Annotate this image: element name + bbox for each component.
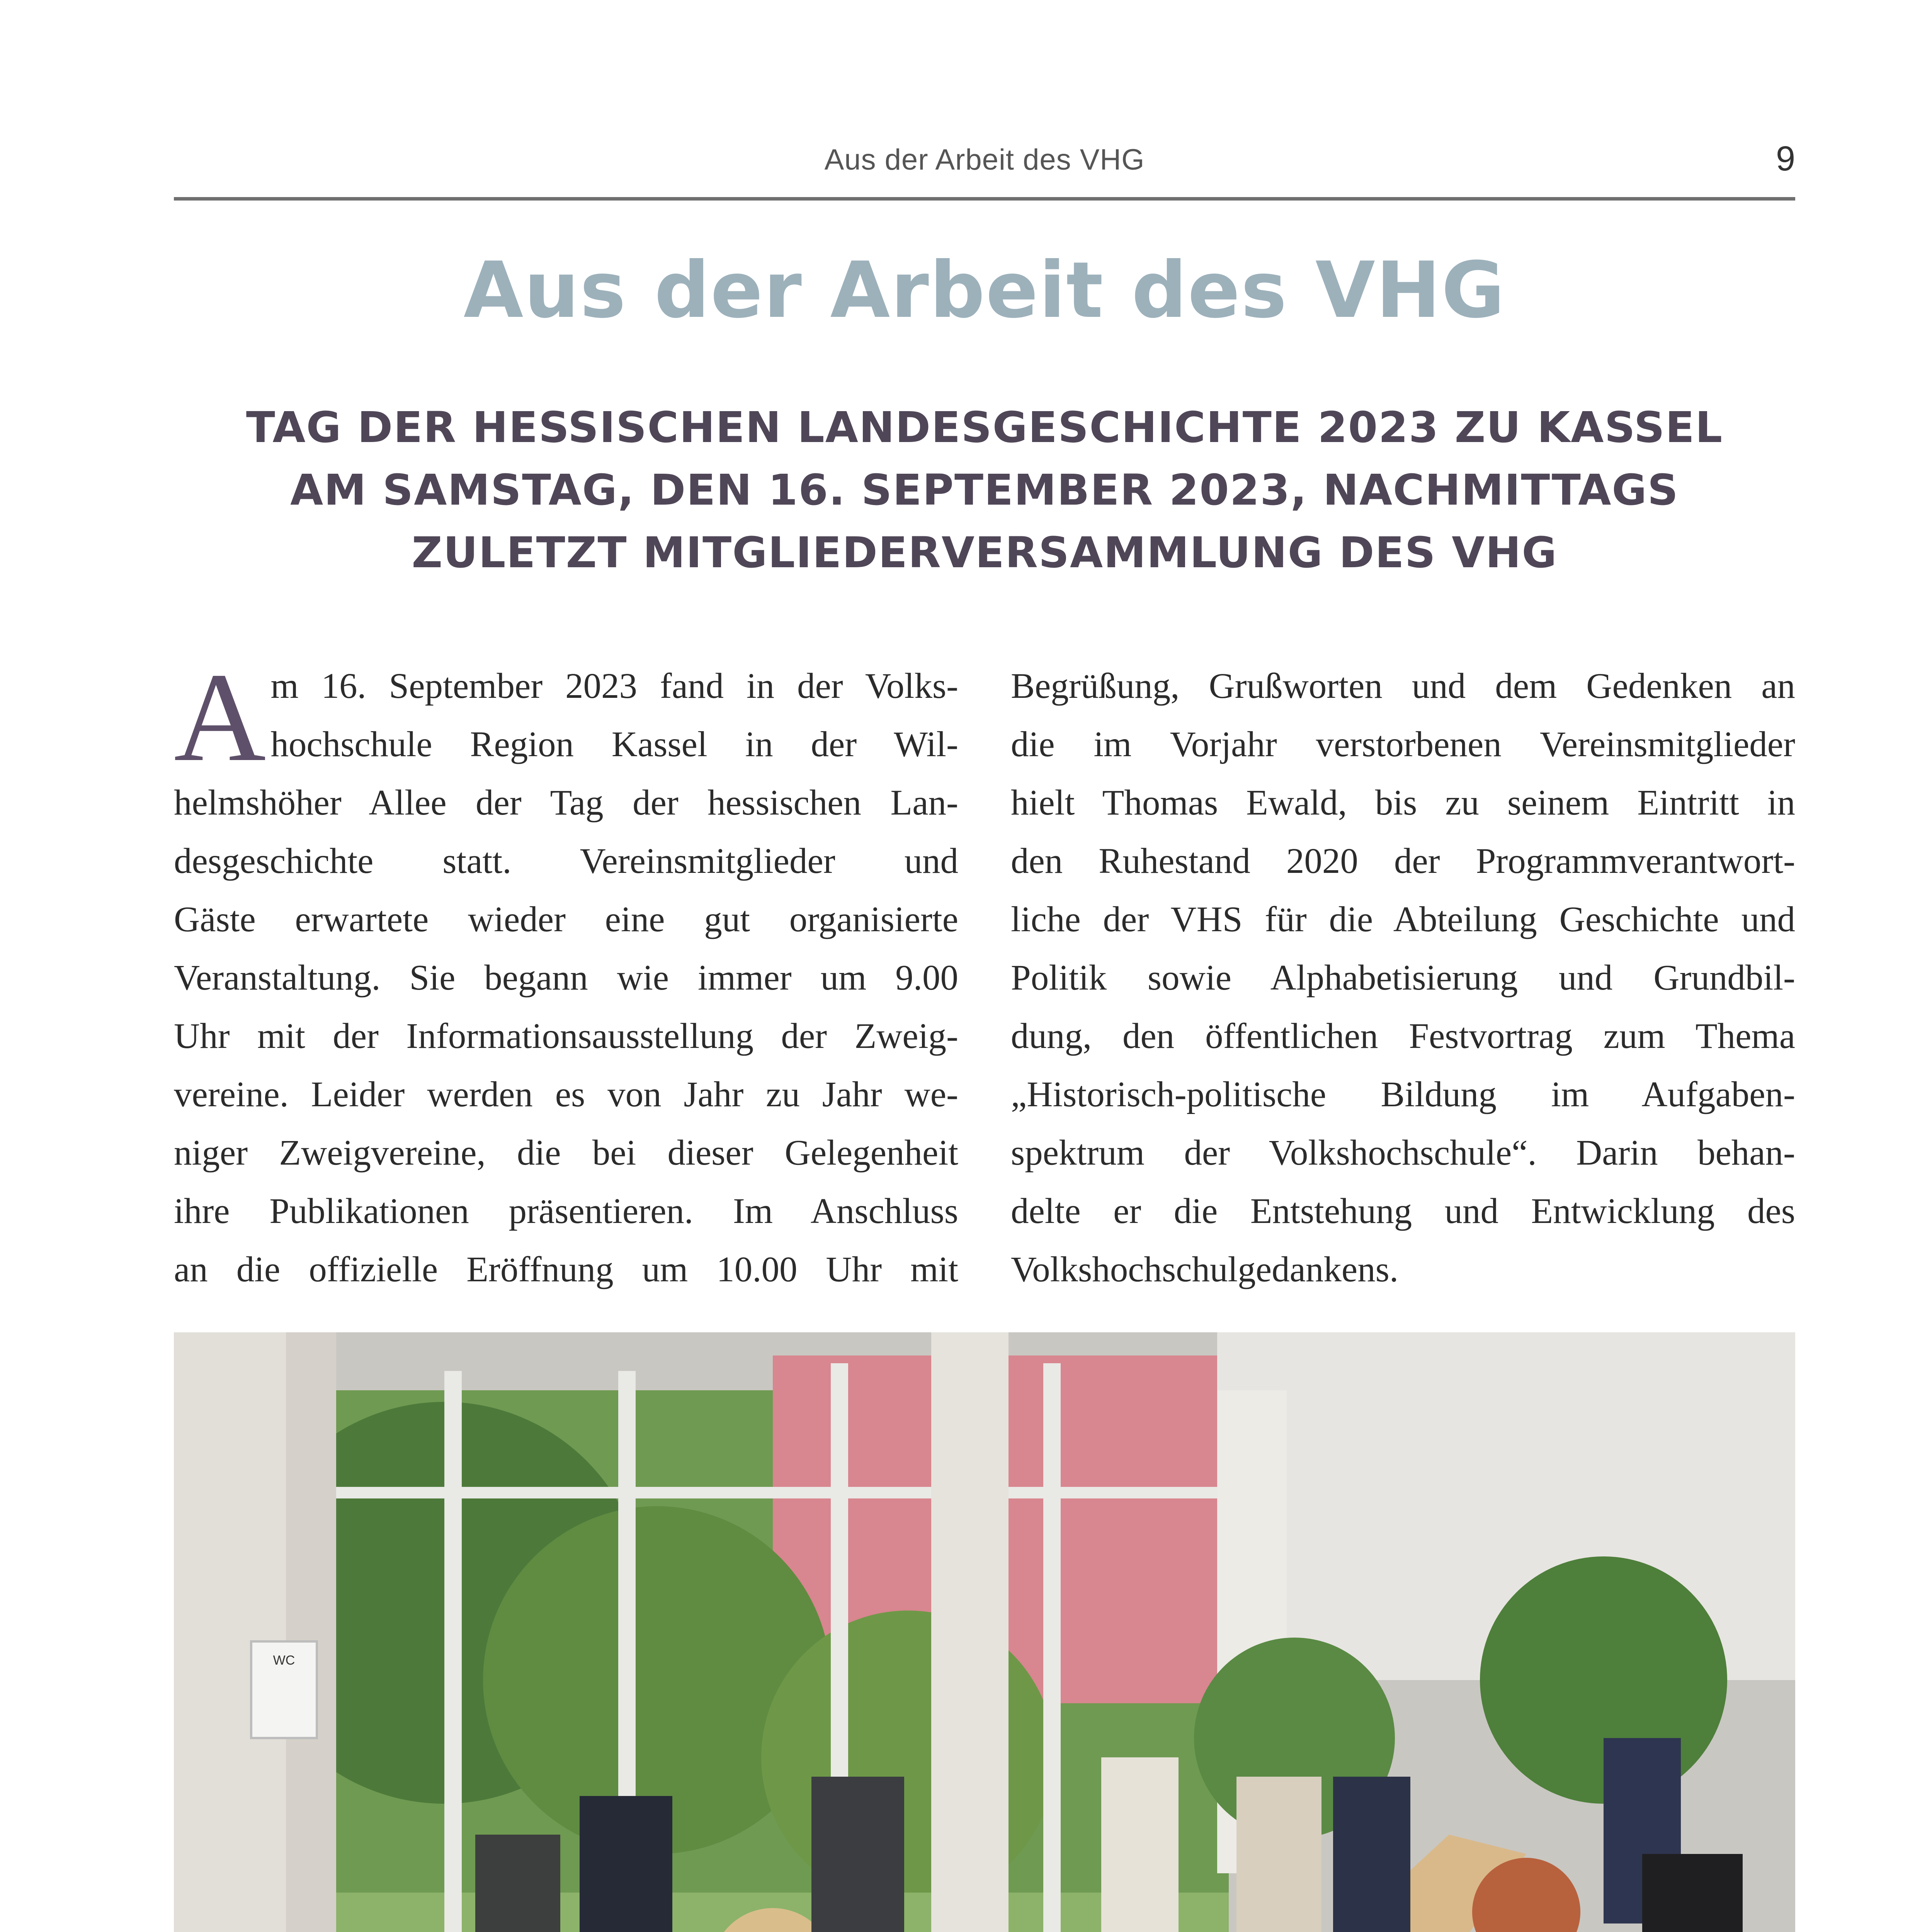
text-line: hochschule Region Kassel in der Wil- bbox=[270, 724, 958, 764]
text-line: niger Zweigvereine, die bei dieser Gelegenheit bbox=[174, 1133, 958, 1173]
text-line: desgeschichte statt. Vereinsmitglieder und bbox=[174, 841, 958, 881]
subtitle-line: TAG DER HESSISCHEN LANDESGESCHICHTE 2023 ZU KASSEL bbox=[246, 403, 1723, 452]
running-title: Aus der Arbeit des VHG bbox=[824, 143, 1145, 176]
text-line: Volkshochschulgedankens. bbox=[1011, 1250, 1399, 1289]
text-line: m 16. September 2023 fand in der Volks- bbox=[270, 666, 958, 706]
text-line: hielt Thomas Ewald, bis zu seinem Eintritt in bbox=[1011, 783, 1795, 823]
text-line: Begrüßung, Grußworten und dem Gedenken an bbox=[1011, 666, 1795, 706]
text-line: Veranstaltung. Sie begann wie immer um 9.00 bbox=[174, 958, 958, 998]
text-line: delte er die Entstehung und Entwicklung des bbox=[1011, 1191, 1795, 1231]
text-line: den Ruhestand 2020 der Programmverantwort- bbox=[1011, 841, 1795, 881]
text-line: an die offizielle Eröffnung um 10.00 Uhr mit bbox=[174, 1250, 958, 1289]
text-line: spektrum der Volkshochschule“. Darin behan- bbox=[1011, 1133, 1795, 1173]
page-number: 9 bbox=[1776, 139, 1795, 178]
running-header bbox=[174, 135, 1795, 201]
text-line: Gäste erwartete wieder eine gut organisierte bbox=[174, 900, 958, 939]
text-line: „Historisch-politische Bildung im Aufgaben- bbox=[1011, 1075, 1795, 1114]
text-line: vereine. Leider werden es von Jahr zu Jahr we- bbox=[174, 1075, 958, 1114]
text-line: ihre Publikationen präsentieren. Im Anschluss bbox=[174, 1191, 958, 1231]
event-photo-illustration bbox=[174, 1332, 1795, 1932]
text-line: helmshöher Allee der Tag der hessischen Lan- bbox=[174, 783, 958, 823]
body-column-right bbox=[1011, 657, 1795, 1299]
wc-sign-text: WC bbox=[273, 1653, 295, 1668]
text-line: die im Vorjahr verstorbenen Vereinsmitglieder bbox=[1011, 724, 1795, 764]
text-line: dung, den öffentlichen Festvortrag zum Thema bbox=[1011, 1016, 1795, 1056]
text-line: Politik sowie Alphabetisierung und Grundbil- bbox=[1011, 958, 1795, 998]
subtitle-line: AM SAMSTAG, DEN 16. SEPTEMBER 2023, NACHMITTAGS bbox=[290, 465, 1679, 515]
page-title: Aus der Arbeit des VHG bbox=[463, 245, 1506, 335]
article-subtitle bbox=[174, 396, 1795, 584]
event-photo bbox=[174, 1332, 1795, 1932]
body-column-left bbox=[174, 647, 958, 1299]
drop-cap: A bbox=[174, 647, 266, 788]
text-line: Uhr mit der Informationsausstellung der Zweig- bbox=[174, 1016, 958, 1056]
subtitle-line: ZULETZT MITGLIEDERVERSAMMLUNG DES VHG bbox=[412, 528, 1558, 577]
text-line: liche der VHS für die Abteilung Geschichte und bbox=[1011, 900, 1795, 939]
